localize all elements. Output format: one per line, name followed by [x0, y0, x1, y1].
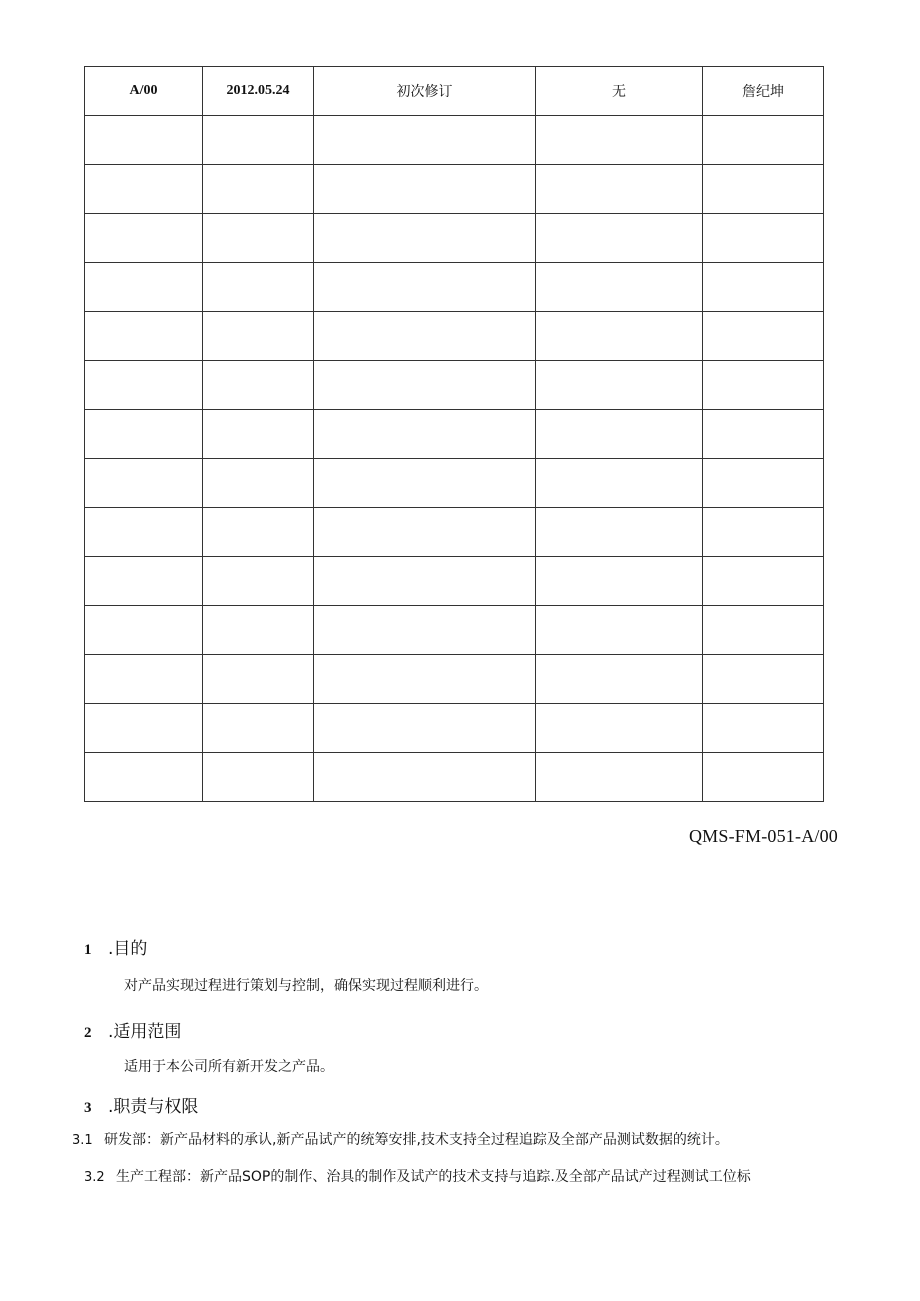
revision-row: [85, 704, 824, 753]
revision-description-cell: [314, 753, 536, 802]
revision-date-cell: [203, 263, 314, 312]
revision-row: [85, 116, 824, 165]
revision-version-cell: [85, 312, 203, 361]
revision-author-cell: [703, 753, 824, 802]
revision-date-cell: [203, 312, 314, 361]
revision-description-cell: [314, 704, 536, 753]
revision-date-cell: [203, 459, 314, 508]
revision-description-cell: [314, 655, 536, 704]
section-body-scope: 适用于本公司所有新开发之产品。: [124, 1059, 334, 1075]
revision-description-cell: [314, 557, 536, 606]
item-text: 研发部：新产品材料的承认,新产品试产的统筹安排,技术支持全过程追踪及全部产品测试数据的统计。: [104, 1132, 729, 1148]
revision-author: 詹纪坤: [703, 67, 824, 116]
revision-row: [85, 655, 824, 704]
revision-description-cell: [314, 361, 536, 410]
revision-author-cell: [703, 361, 824, 410]
revision-author-cell: [703, 263, 824, 312]
revision-version-cell: [85, 459, 203, 508]
revision-author-cell: [703, 704, 824, 753]
revision-author-cell: [703, 557, 824, 606]
revision-date-cell: [203, 753, 314, 802]
section-heading-purpose: [84, 934, 147, 959]
revision-date-cell: [203, 655, 314, 704]
revision-note-cell: [536, 312, 703, 361]
revision-description-cell: [314, 165, 536, 214]
revision-row: [85, 508, 824, 557]
revision-date-cell: [203, 557, 314, 606]
revision-author-cell: [703, 165, 824, 214]
revision-description-cell: [314, 214, 536, 263]
revision-date-cell: [203, 508, 314, 557]
revision-note-cell: [536, 214, 703, 263]
revision-note-cell: [536, 361, 703, 410]
section-heading-responsibilities: [84, 1092, 198, 1117]
revision-note-cell: [536, 116, 703, 165]
revision-note-cell: [536, 459, 703, 508]
revision-row: [85, 67, 824, 116]
revision-date-cell: [203, 214, 314, 263]
revision-description-cell: [314, 410, 536, 459]
revision-version-cell: [85, 508, 203, 557]
revision-version-cell: [85, 263, 203, 312]
section-title: .适用范围: [108, 1022, 182, 1042]
revision-author-cell: [703, 508, 824, 557]
revision-row: [85, 361, 824, 410]
form-code: QMS-FM-051-A/00: [688, 826, 838, 846]
section-number: 2: [84, 1025, 92, 1041]
revision-row: [85, 410, 824, 459]
revision-note-cell: [536, 410, 703, 459]
item-text: 生产工程部：新产品SOP的制作、治具的制作及试产的技术支持与追踪.及全部产品试产过程测试工位标: [116, 1169, 751, 1185]
revision-note-cell: [536, 753, 703, 802]
revision-note: 无: [536, 67, 703, 116]
revision-description: 初次修订: [314, 67, 536, 116]
revision-row: [85, 459, 824, 508]
revision-date-cell: [203, 165, 314, 214]
revision-date-cell: [203, 116, 314, 165]
revision-version-cell: [85, 214, 203, 263]
revision-author-cell: [703, 655, 824, 704]
revision-version-cell: [85, 557, 203, 606]
revision-date-cell: [203, 410, 314, 459]
revision-date-cell: [203, 361, 314, 410]
revision-row: [85, 606, 824, 655]
revision-version: A/00: [85, 67, 203, 116]
revision-author-cell: [703, 214, 824, 263]
revision-version-cell: [85, 704, 203, 753]
item-number: 3.2: [84, 1170, 105, 1185]
revision-note-cell: [536, 263, 703, 312]
revision-note-cell: [536, 704, 703, 753]
revision-description-cell: [314, 508, 536, 557]
revision-author-cell: [703, 116, 824, 165]
item-number: 3.1: [72, 1133, 93, 1148]
revision-version-cell: [85, 753, 203, 802]
revision-row: [85, 753, 824, 802]
revision-version-cell: [85, 361, 203, 410]
revision-date-cell: [203, 606, 314, 655]
revision-row: [85, 312, 824, 361]
revision-date: 2012.05.24: [203, 67, 314, 116]
revision-author-cell: [703, 410, 824, 459]
revision-row: [85, 263, 824, 312]
section-number: 3: [84, 1100, 92, 1116]
section-title: .职责与权限: [108, 1097, 199, 1117]
section-title: .目的: [108, 939, 148, 959]
revision-history-table: [84, 66, 824, 802]
section-number: 1: [84, 942, 92, 958]
section-heading-scope: [84, 1017, 181, 1042]
revision-row: [85, 557, 824, 606]
revision-author-cell: [703, 606, 824, 655]
revision-note-cell: [536, 557, 703, 606]
revision-description-cell: [314, 116, 536, 165]
revision-author-cell: [703, 459, 824, 508]
responsibility-item: [72, 1129, 729, 1149]
revision-description-cell: [314, 312, 536, 361]
revision-row: [85, 214, 824, 263]
revision-version-cell: [85, 116, 203, 165]
revision-version-cell: [85, 606, 203, 655]
revision-description-cell: [314, 459, 536, 508]
responsibility-item: [84, 1166, 751, 1186]
revision-version-cell: [85, 410, 203, 459]
revision-note-cell: [536, 655, 703, 704]
revision-row: [85, 165, 824, 214]
revision-description-cell: [314, 263, 536, 312]
revision-note-cell: [536, 606, 703, 655]
revision-author-cell: [703, 312, 824, 361]
section-body-purpose: 对产品实现过程进行策划与控制，确保实现过程顺利进行。: [124, 978, 488, 994]
revision-note-cell: [536, 508, 703, 557]
revision-note-cell: [536, 165, 703, 214]
revision-version-cell: [85, 165, 203, 214]
revision-version-cell: [85, 655, 203, 704]
revision-description-cell: [314, 606, 536, 655]
revision-date-cell: [203, 704, 314, 753]
